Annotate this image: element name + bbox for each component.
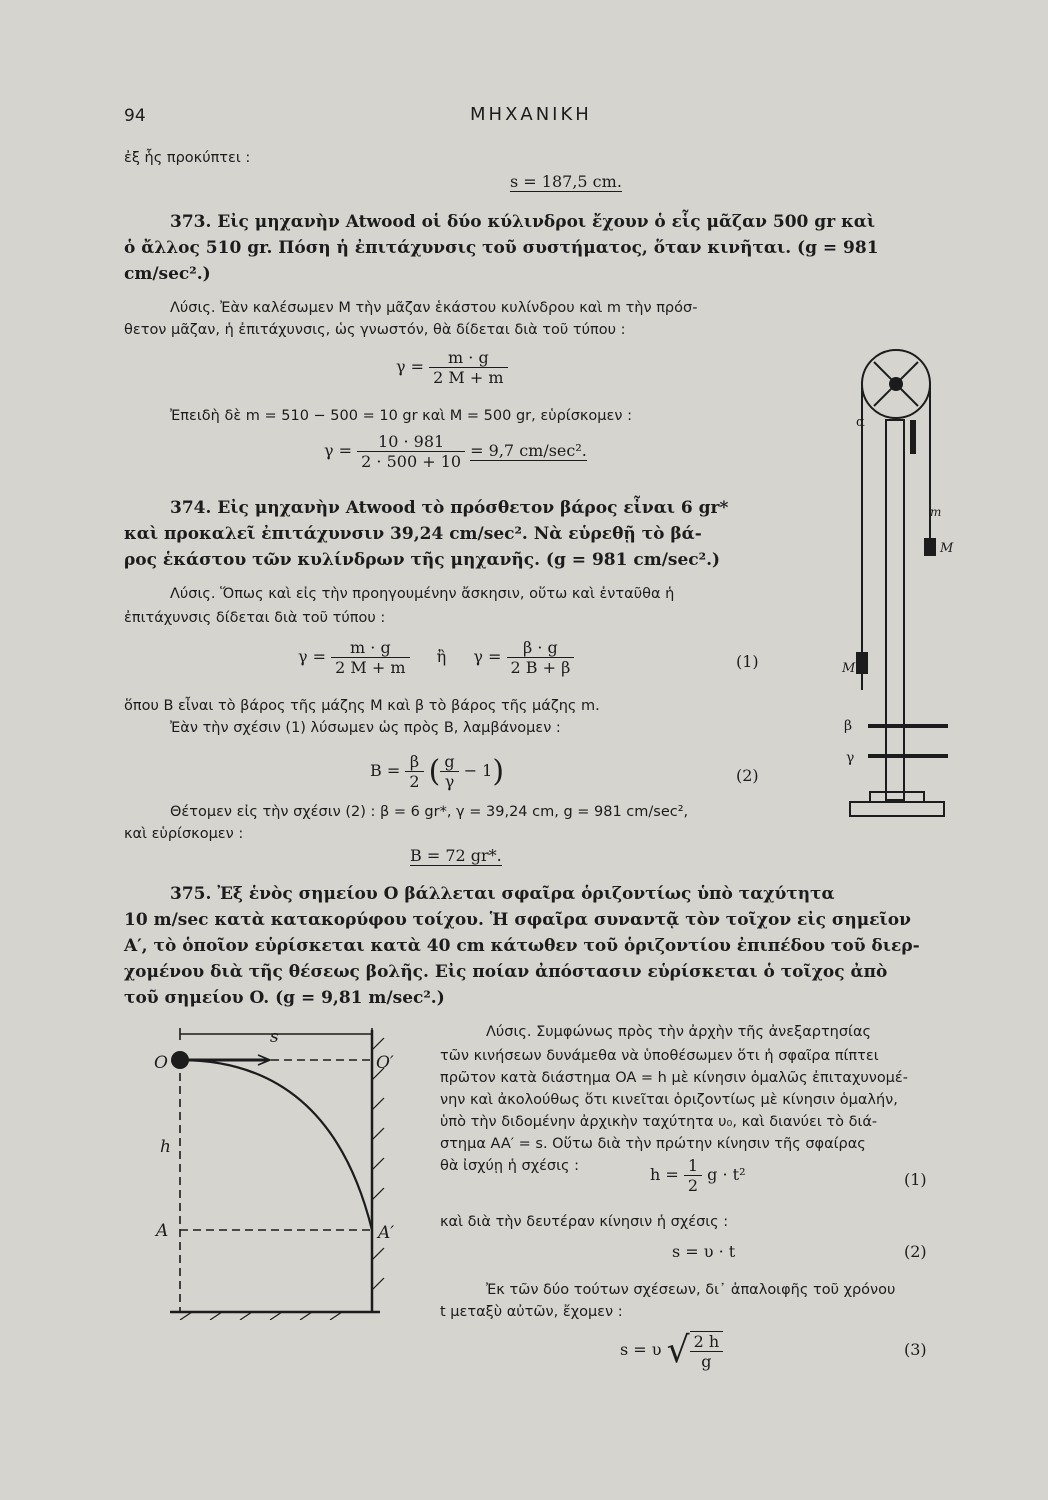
intro-text: ἐξ ἧς προκύπτει : <box>124 150 251 166</box>
label-s: s <box>270 1027 279 1047</box>
problem-373-line3: cm/sec².) <box>124 264 211 284</box>
formula-375-2: s = υ · t <box>672 1242 736 1261</box>
atwood-machine-figure <box>840 340 960 830</box>
formula-374-2: B = $\frac{\beta}{2}$ ( $\frac{g}{\gamma}$ − 1) <box>370 752 505 791</box>
machine-column <box>886 420 904 800</box>
solution-375-line5: ὑπὸ τὴν διδομένην ἀρχικὴν ταχύτητα υ₀, καὶ διανύει τὸ διά- <box>440 1114 878 1130</box>
label-h: h <box>160 1137 171 1157</box>
problem-375-line1: 375. Ἐξ ἑνὸς σημείου O βάλλεται σφαῖρα ὁριζοντίως ὑπὸ ταχύτητα <box>170 884 835 904</box>
solution-374-line3: ὅπου B εἶναι τὸ βάρος τῆς μάζης M καὶ β τὸ βάρος τῆς μάζης m. <box>124 698 600 714</box>
problem-375-line5: τοῦ σημείου O. (g = 9,81 m/sec².) <box>124 988 445 1008</box>
formula-374-1: γ = $\frac{m \cdot g}{2 M + m}$ ἢ γ = $\frac{\beta \cdot g}{2 B + \beta}$ <box>298 638 574 677</box>
solution-373-line2: θετον μᾶζαν, ἡ ἐπιτάχυνσις, ὡς γνωστόν, θὰ δίδεται διὰ τοῦ τύπου : <box>124 322 626 338</box>
label-M1: M <box>940 541 954 556</box>
formula-374-1-tag: (1) <box>736 652 759 671</box>
result-374: B = 72 gr*. <box>410 846 502 865</box>
formula-373-1: γ = $\frac{m \cdot g}{2 M + m}$ <box>396 348 508 387</box>
solution-374-line6: καὶ εὑρίσκομεν : <box>124 826 244 842</box>
solution-375-line4: νην καὶ ἀκολούθως ὅτι κινεῖται ὁριζοντίως μὲ κίνησιν ὁμαλήν, <box>440 1092 898 1108</box>
solution-375-line9: Ἐκ τῶν δύο τούτων σχέσεων, δι᾽ ἀπαλοιφῆς τοῦ χρόνου <box>486 1282 896 1298</box>
problem-375-line2: 10 m/sec κατὰ κατακορύφου τοίχου. Ἡ σφαῖρα συναντᾷ τὸν τοῖχον εἰς σημεῖον <box>124 910 911 930</box>
solution-375-line7: θὰ ἰσχύῃ ἡ σχέσις : <box>440 1158 580 1174</box>
solution-375-line3: πρῶτον κατὰ διάστημα OA = h μὲ κίνησιν ὁμαλῶς ἐπιταχυνομέ- <box>440 1070 908 1086</box>
solution-375-line1: Λύσις. Συμφώνως πρὸς τὴν ἀρχὴν τῆς ἀνεξαρτησίας <box>486 1024 872 1040</box>
solution-373-line1: Λύσις. Ἐὰν καλέσωμεν M τὴν μᾶζαν ἑκάστου κυλίνδρου καὶ m τὴν πρόσ- <box>170 300 698 316</box>
solution-375-line8: καὶ διὰ τὴν δευτέραν κίνησιν ἡ σχέσις : <box>440 1214 729 1230</box>
solution-373-line3: Ἐπειδὴ δὲ m = 510 − 500 = 10 gr καὶ M = 500 gr, εὑρίσκομεν : <box>170 408 632 424</box>
problem-374-line1: 374. Εἰς μηχανὴν Atwood τὸ πρόσθετον βάρος εἶναι 6 gr* <box>170 498 729 518</box>
label-m: m <box>930 505 942 519</box>
mass-M-right <box>924 538 936 556</box>
machine-base <box>850 802 944 816</box>
page-number: 94 <box>124 106 146 126</box>
running-title: ΜΗΧΑΝΙΚΗ <box>470 104 592 125</box>
problem-374-line3: ρος ἑκάστου τῶν κυλίνδρων τῆς μηχανῆς. (g = 981 cm/sec².) <box>124 550 721 570</box>
label-beta: β <box>844 718 853 734</box>
label-M2: M <box>842 661 856 676</box>
trajectory-curve <box>180 1060 372 1230</box>
problem-375-line4: χομένου διὰ τῆς θέσεως βολῆς. Εἰς ποίαν ἀπόστασιν εὑρίσκεται ὁ τοῖχος ἀπὸ <box>124 962 888 982</box>
intro-result: s = 187,5 cm. <box>510 172 622 191</box>
formula-373-2: γ = $\frac{10 \cdot 981}{2 \cdot 500 + 10}$ = 9,7 cm/sec². <box>324 432 587 471</box>
projectile-figure <box>140 1020 420 1320</box>
problem-373-line2: ὁ ἄλλος 510 gr. Πόση ἡ ἐπιτάχυνσις τοῦ συστήματος, ὅταν κινῆται. (g = 981 <box>124 238 879 258</box>
ball <box>171 1051 189 1069</box>
label-O-prime: O′ <box>376 1053 394 1073</box>
label-A: A <box>156 1221 169 1241</box>
label-A-prime: A′ <box>378 1223 395 1243</box>
formula-375-2-tag: (2) <box>904 1242 927 1261</box>
solution-375-line10: t μεταξὺ αὐτῶν, ἔχομεν : <box>440 1304 623 1320</box>
solution-374-line4: Ἐὰν τὴν σχέσιν (1) λύσωμεν ὡς πρὸς B, λαμβάνομεν : <box>170 720 561 736</box>
problem-375-line3: A′, τὸ ὁποῖον εὑρίσκεται κατὰ 40 cm κάτωθεν τοῦ ὁριζοντίου ἐπιπέδου τοῦ διερ- <box>124 936 920 956</box>
solution-374-line1: Λύσις. Ὅπως καὶ εἰς τὴν προηγουμένην ἄσκησιν, οὕτω καὶ ἐνταῦθα ἡ <box>170 586 675 602</box>
formula-374-2-tag: (2) <box>736 766 759 785</box>
solution-375-line6: στημα AA′ = s. Οὕτω διὰ τὴν πρώτην κίνησιν τῆς σφαίρας <box>440 1136 866 1152</box>
solution-374-line5: Θέτομεν εἰς τὴν σχέσιν (2) : β = 6 gr*, γ = 39,24 cm, g = 981 cm/sec², <box>170 804 689 820</box>
problem-374-line2: καὶ προκαλεῖ ἐπιτάχυνσιν 39,24 cm/sec². Νὰ εὑρεθῇ τὸ βά- <box>124 524 702 544</box>
solution-374-line2: ἐπιτάχυνσις δίδεται διὰ τοῦ τύπου : <box>124 610 386 626</box>
mass-M-left <box>856 652 868 674</box>
label-alpha: α <box>856 415 865 430</box>
solution-375-line2: τῶν κινήσεων δυνάμεθα νὰ ὑποθέσωμεν ὅτι ἡ σφαῖρα πίπτει <box>440 1048 879 1064</box>
label-gamma: γ <box>846 750 855 766</box>
label-O: O <box>154 1053 168 1073</box>
formula-375-3-tag: (3) <box>904 1340 927 1359</box>
formula-375-1-tag: (1) <box>904 1170 927 1189</box>
problem-373-line1: 373. Εἰς μηχανὴν Atwood οἱ δύο κύλινδροι ἔχουν ὁ εἷς μᾶζαν 500 gr καὶ <box>170 212 876 232</box>
formula-375-1: h = $\frac{1}{2}$ g · t² <box>650 1156 746 1195</box>
formula-375-3: s = υ √ $\frac{2 h}{g}$ <box>620 1330 723 1371</box>
